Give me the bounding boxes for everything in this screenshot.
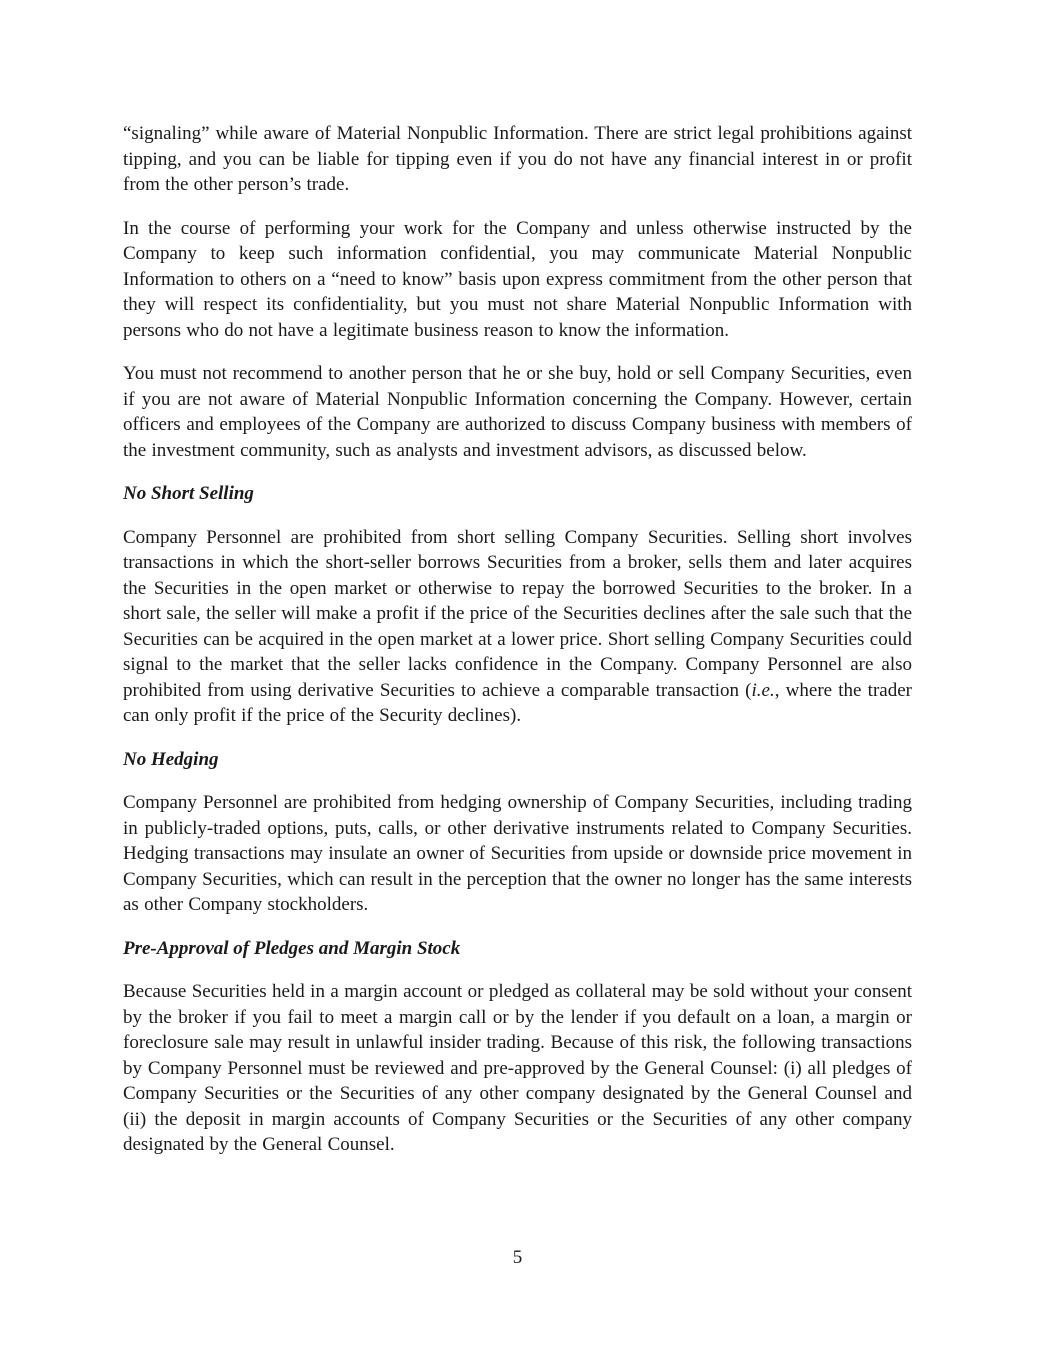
paragraph-pledges-margin-accounts: Because Securities held in a margin account or pledged as collateral may be sold without your consent by the broker if you fail to meet a margin call or by the lender if you default on a loan, a margin or foreclosure sale may result in unlawful insider trading. Because of this risk, the following transactions by Company Personnel must be reviewed and pre-approved by the General Counsel: (i) all pledges of Company Securities or the Securities of any other company designated by the General Counsel and (ii) the deposit in margin accounts of Company Securities or the Securities of any other company designated by the General Counsel. bbox=[123, 981, 912, 1155]
heading-no-hedging: No Hedging bbox=[123, 748, 219, 770]
paragraph-confidential-communication: In the course of performing your work for the Company and unless otherwise instructed by the Company to keep such information confidential, you may communicate Material Nonpublic Information to others on a “need to know” basis upon express commitment from the other person that they will respect its confidentiality, but you must not share Material Nonpublic Information with persons who do not have a legitimate business reason to know the information. bbox=[123, 217, 912, 341]
paragraph-short-selling bbox=[123, 525, 912, 729]
paragraph-tipping-liability: “signaling” while aware of Material Nonpublic Information. There are strict legal prohibitions against tipping, and you can be liable for tipping even if you do not have any financial interest in or profit from the other person’s trade. bbox=[123, 123, 912, 195]
paragraph-hedging: Company Personnel are prohibited from hedging ownership of Company Securities, including trading in publicly-traded options, puts, calls, or other derivative instruments related to Company Securities. Hedging transactions may insulate an owner of Securities from upside or downside price movement in Company Securities, which can result in the perception that the owner no longer has the same interests as other Company stockholders. bbox=[123, 792, 912, 915]
paragraph-no-recommendations: You must not recommend to another person that he or she buy, hold or sell Company Securities, even if you are not aware of Material Nonpublic Information concerning the Company. However, certain officers and employees of the Company are authorized to discuss Company business with members of the investment community, such as analysts and investment advisors, as discussed below. bbox=[123, 363, 912, 461]
short-selling-text-before-italic: Company Personnel are prohibited from short selling Company Securities. Selling short involves transactions in which the short-seller borrows Securities from a broker, sells them and later acquires the Securities in the open market or otherwise to repay the borrowed Securities to the broker. In a short sale, the seller will make a profit if the price of the Securities declines after the sale such that the Securities can be acquired in the open market at a lower price. Short selling Company Securities could signal to the market that the seller lacks confidence in the Company. Company Personnel are also prohibited from using derivative Securities to achieve a comparable transaction ( bbox=[123, 526, 912, 701]
heading-no-short-selling: No Short Selling bbox=[123, 483, 254, 504]
document-content bbox=[123, 121, 912, 1176]
short-selling-ie-abbreviation: i.e. bbox=[751, 679, 775, 701]
page-number: 5 bbox=[512, 1247, 523, 1268]
short-selling-text-after-italic: , where the trader can only profit if the price of the Security declines). bbox=[123, 679, 912, 726]
heading-pre-approval-pledges-margin-stock: Pre-Approval of Pledges and Margin Stock bbox=[123, 937, 461, 959]
